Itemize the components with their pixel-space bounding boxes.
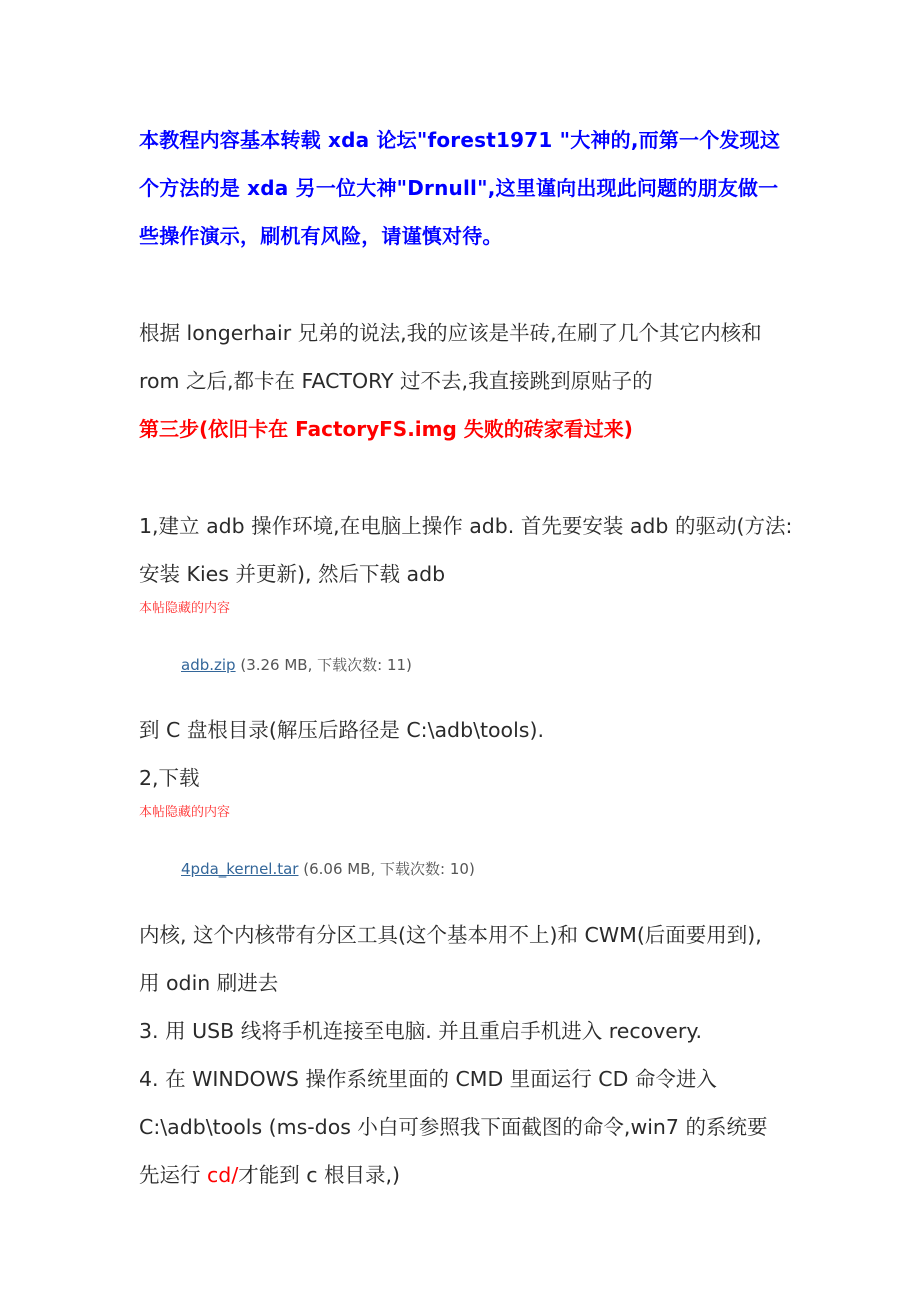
step4-line-2: C:\adb\tools (ms-dos 小白可参照我下面截图的命令,win7 的系统要 <box>139 1115 768 1139</box>
step3-heading: 第三步(依旧卡在 FactoryFS.img 失败的砖家看过来) <box>139 417 633 441</box>
hidden-content-note-1: 本帖隐藏的内容 <box>139 601 231 616</box>
step1-line-2: 安装 Kies 并更新), 然后下载 adb <box>139 562 446 586</box>
cd-command-highlight: cd/ <box>207 1163 239 1187</box>
step2-label: 2,下载 <box>139 766 200 790</box>
intro-line-3: 些操作演示，刷机有风险，请谨慎对待。 <box>139 224 503 248</box>
kernel-line-2: 用 odin 刷进去 <box>139 971 279 995</box>
step4-line-1: 4. 在 WINDOWS 操作系统里面的 CMD 里面运行 CD 命令进入 <box>139 1067 717 1091</box>
intro-line-2: 个方法的是 xda 另一位大神"Drnull",这里谨向出现此问题的朋友做一 <box>139 176 779 200</box>
attachment-adb-meta: (3.26 MB, 下载次数: 11) <box>235 656 412 674</box>
attachment-adb <box>181 654 412 675</box>
intro-line-1: 本教程内容基本转载 xda 论坛"forest1971 "大神的,而第一个发现这 <box>139 128 781 152</box>
attachment-kernel-link[interactable]: 4pda_kernel.tar <box>181 860 299 878</box>
hidden-content-note-2: 本帖隐藏的内容 <box>139 805 231 820</box>
extract-path-line: 到 C 盘根目录(解压后路径是 C:\adb\tools). <box>139 718 544 742</box>
step4-line-3 <box>139 1158 400 1188</box>
para1-line-1: 根据 longerhair 兄弟的说法,我的应该是半砖,在刷了几个其它内核和 <box>139 321 762 345</box>
step1-line-1: 1,建立 adb 操作环境,在电脑上操作 adb. 首先要安装 adb 的驱动(方法: <box>139 514 793 538</box>
attachment-kernel <box>181 858 475 879</box>
attachment-kernel-meta: (6.06 MB, 下载次数: 10) <box>298 860 475 878</box>
para1-line-2: rom 之后,都卡在 FACTORY 过不去,我直接跳到原贴子的 <box>139 369 653 393</box>
attachment-adb-link[interactable]: adb.zip <box>181 656 236 674</box>
kernel-line-1: 内核, 这个内核带有分区工具(这个基本用不上)和 CWM(后面要用到), <box>139 923 762 947</box>
step4-line-3-suffix: 才能到 c 根目录,) <box>238 1163 401 1187</box>
step3-line: 3. 用 USB 线将手机连接至电脑. 并且重启手机进入 recovery. <box>139 1019 703 1043</box>
step4-line-3-prefix: 先运行 <box>139 1163 208 1187</box>
